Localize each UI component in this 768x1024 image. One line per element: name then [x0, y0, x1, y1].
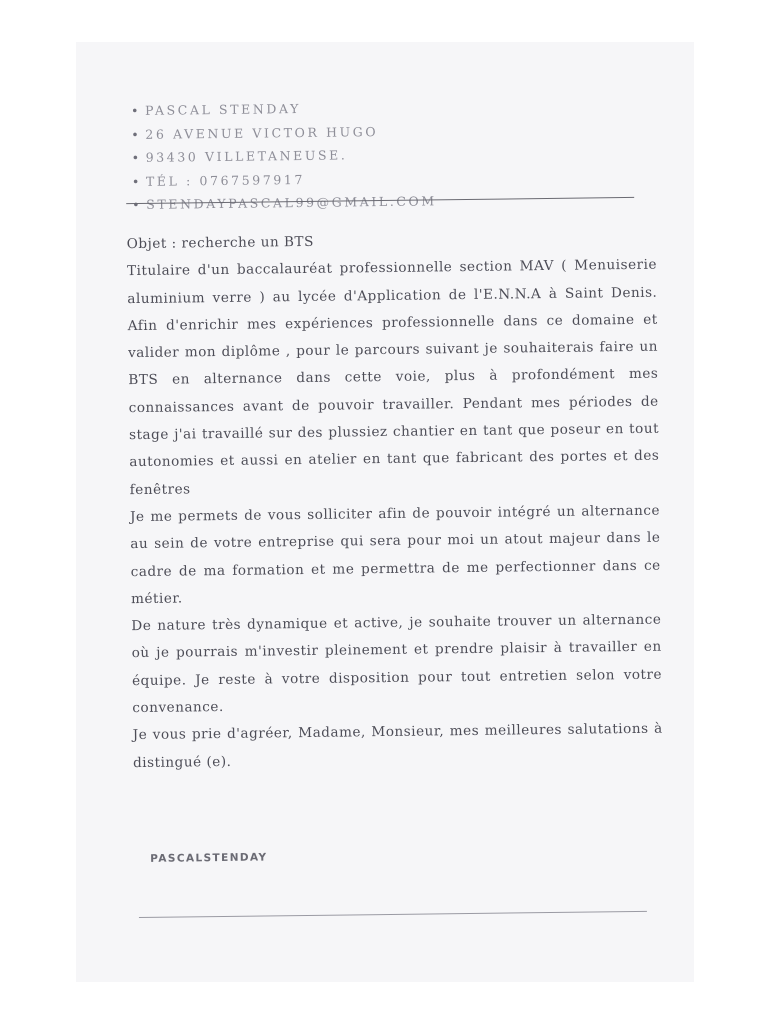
contact-address: 26 AVENUE VICTOR HUGO [145, 123, 379, 142]
contact-city: 93430 VILLETANEUSE. [145, 147, 348, 165]
letter-paragraph-motivation: De nature très dynamique et active, je souhaite trouver un alternance où je pourrais m'investir pleinement et prendre plaisir à travailler en équipe. Je reste à votre disposition pour tout entretien selon votre convenance. [131, 611, 663, 717]
bullet-icon: • [131, 149, 140, 166]
letter-body [127, 225, 664, 777]
letter-paragraph-intro: Titulaire d'un baccalauréat professionnelle section MAV ( Menuiserie aluminium verre ) au lycée d'Application de l'E.N.N.A à Saint Denis. Afin d'enrichir mes expériences professionnelle dans ce domaine et valider mon diplôme , pour le parcours suivant je souhaiterais faire un BTS en alternance dans cette voie, plus à profondément mes connaissances avant de pouvoir travailler. Pendant mes périodes de stage j'ai travaillé sur des plussiez chantier en tant que poseur en tout autonomies et aussi en atelier en tant que fabricant des portes et des fenêtres [126, 256, 660, 498]
contact-block [131, 95, 437, 216]
bullet-icon: • [130, 102, 139, 119]
bullet-icon: • [131, 126, 139, 142]
letter-page [76, 42, 694, 982]
contact-email: STENDAYPASCAL99@GMAIL.COM [146, 193, 437, 212]
letter-content [70, 38, 699, 985]
bullet-icon: • [131, 173, 140, 189]
contact-phone: TÉL : 0767597917 [145, 171, 306, 189]
contact-name: PASCAL STENDAY [144, 100, 302, 118]
footer-divider [139, 911, 647, 918]
letter-paragraph-request: Je me permets de vous solliciter afin de pouvoir intégré un alternance au sein de votre entreprise qui sera pour moi un atout majeur dans le cadre de ma formation et me permettra de me perfectionner dans ce métier. [129, 502, 661, 607]
signature-name: PASCALSTENDAY [150, 851, 268, 865]
letter-closing: Je vous prie d'agréer, Madame, Monsieur, mes meilleures salutations à distingué (e). [132, 720, 663, 771]
bullet-icon: • [132, 196, 140, 213]
letter-subject: Objet : recherche un BTS [126, 233, 314, 253]
